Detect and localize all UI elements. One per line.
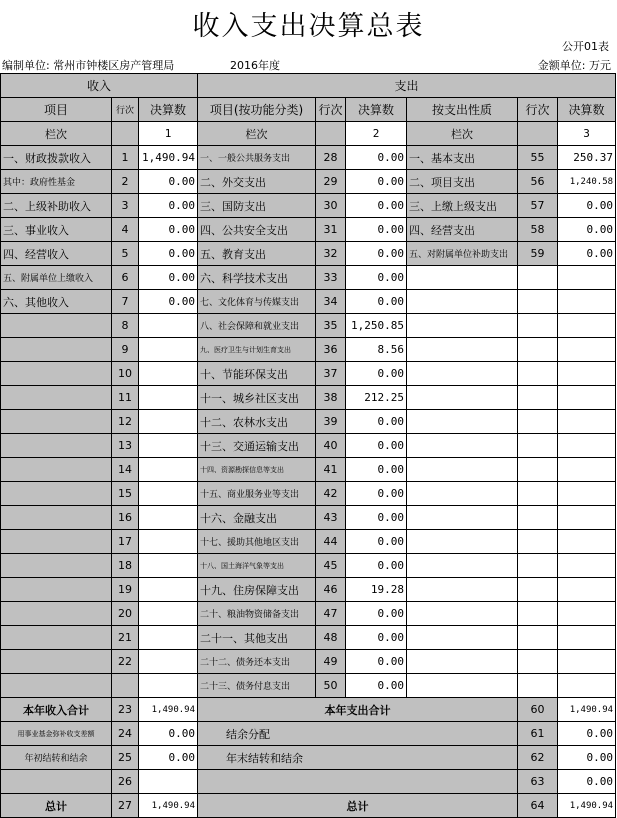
expense-func-row-no: 46	[316, 578, 346, 602]
surplus-distribution-amount: 0.00	[558, 722, 616, 746]
opening-balance-row-no: 25	[112, 746, 139, 770]
income-item: 一、财政拨款收入	[1, 146, 112, 170]
income-amount	[139, 434, 198, 458]
table-row	[1, 626, 616, 650]
expense-nature-row-no: 59	[518, 242, 558, 266]
expense-nature-row-no	[518, 290, 558, 314]
total-income-amount: 1,490.94	[139, 698, 198, 722]
expense-nature-item	[407, 650, 518, 674]
income-item	[1, 338, 112, 362]
expense-func-row-no: 35	[316, 314, 346, 338]
expense-func-amount: 0.00	[346, 194, 407, 218]
expense-nature-amount	[558, 626, 616, 650]
income-row-no: 13	[112, 434, 139, 458]
expense-func-row-no: 41	[316, 458, 346, 482]
closing-balance-amount: 0.00	[558, 746, 616, 770]
expense-nature-amount	[558, 554, 616, 578]
col-item-func: 项目(按功能分类)	[198, 98, 316, 122]
expense-func-item: 十四、资源勘探信息等支出	[198, 458, 316, 482]
col-row-no: 行次	[316, 98, 346, 122]
expense-nature-row-no: 56	[518, 170, 558, 194]
expense-nature-item: 三、上缴上级支出	[407, 194, 518, 218]
income-item: 三、事业收入	[1, 218, 112, 242]
expense-func-row-no: 49	[316, 650, 346, 674]
expense-func-row-no: 31	[316, 218, 346, 242]
income-row-no: 5	[112, 242, 139, 266]
expense-nature-row-no	[518, 482, 558, 506]
expense-func-row-no: 28	[316, 146, 346, 170]
expense-nature-amount	[558, 458, 616, 482]
expense-func-row-no: 40	[316, 434, 346, 458]
expense-nature-item	[407, 338, 518, 362]
col-item-nature: 按支出性质	[407, 98, 518, 122]
expense-nature-item	[407, 410, 518, 434]
expense-nature-item	[407, 362, 518, 386]
col-amount: 决算数	[558, 98, 616, 122]
income-item	[1, 578, 112, 602]
income-item	[1, 458, 112, 482]
table-row	[1, 650, 616, 674]
table-row	[1, 386, 616, 410]
income-item	[1, 386, 112, 410]
grand-total-income-amount: 1,490.94	[139, 794, 198, 818]
expense-func-item: 二十一、其他支出	[198, 626, 316, 650]
income-row-no: 1	[112, 146, 139, 170]
col-index-2: 2	[346, 122, 407, 146]
expense-func-amount: 212.25	[346, 386, 407, 410]
expense-func-row-no: 39	[316, 410, 346, 434]
income-item	[1, 506, 112, 530]
expense-nature-item	[407, 458, 518, 482]
col-item: 项目	[1, 98, 112, 122]
expense-nature-row-no	[518, 530, 558, 554]
expense-func-amount: 0.00	[346, 626, 407, 650]
expense-func-item: 十二、农林水支出	[198, 410, 316, 434]
report-meta-row	[0, 56, 617, 72]
total-row	[1, 698, 616, 722]
expense-nature-amount	[558, 434, 616, 458]
income-amount	[139, 530, 198, 554]
income-row-no: 21	[112, 626, 139, 650]
income-amount: 0.00	[139, 242, 198, 266]
expense-func-row-no: 42	[316, 482, 346, 506]
income-amount: 0.00	[139, 218, 198, 242]
expense-nature-row-no	[518, 506, 558, 530]
expense-func-amount: 0.00	[346, 602, 407, 626]
expense-func-amount: 0.00	[346, 650, 407, 674]
table-row	[1, 434, 616, 458]
income-item	[1, 434, 112, 458]
col-label: 栏次	[1, 122, 112, 146]
income-amount: 0.00	[139, 170, 198, 194]
expense-nature-row-no	[518, 674, 558, 698]
income-row-no: 6	[112, 266, 139, 290]
table-row	[1, 146, 616, 170]
expense-nature-item	[407, 602, 518, 626]
expense-nature-amount	[558, 650, 616, 674]
income-amount	[139, 314, 198, 338]
expense-nature-row-no	[518, 266, 558, 290]
table-row	[1, 482, 616, 506]
income-item: 二、上级补助收入	[1, 194, 112, 218]
expense-nature-item	[407, 626, 518, 650]
table-row	[1, 410, 616, 434]
blank-cell	[139, 770, 198, 794]
total-expense-label: 本年支出合计	[198, 698, 518, 722]
income-row-no: 16	[112, 506, 139, 530]
income-row-no: 4	[112, 218, 139, 242]
compiling-unit: 编制单位: 常州市钟楼区房产管理局	[2, 59, 175, 72]
income-item	[1, 482, 112, 506]
blank-cell	[518, 122, 558, 146]
expense-nature-item	[407, 434, 518, 458]
expense-func-amount: 0.00	[346, 146, 407, 170]
income-row-no: 14	[112, 458, 139, 482]
expense-func-row-no: 45	[316, 554, 346, 578]
expense-func-row-no: 37	[316, 362, 346, 386]
expense-nature-item	[407, 290, 518, 314]
income-item	[1, 554, 112, 578]
expense-func-amount: 0.00	[346, 362, 407, 386]
expense-nature-row-no: 55	[518, 146, 558, 170]
income-amount	[139, 458, 198, 482]
income-amount	[139, 362, 198, 386]
total-income-row-no: 23	[112, 698, 139, 722]
expense-nature-item: 四、经营支出	[407, 218, 518, 242]
expense-func-item: 四、公共安全支出	[198, 218, 316, 242]
income-amount: 0.00	[139, 194, 198, 218]
expense-nature-item	[407, 530, 518, 554]
expense-func-row-no: 36	[316, 338, 346, 362]
blank-income-row-no: 26	[112, 770, 139, 794]
income-amount	[139, 626, 198, 650]
table-row	[1, 170, 616, 194]
expense-func-amount: 0.00	[346, 266, 407, 290]
expense-func-row-no: 48	[316, 626, 346, 650]
expense-func-item: 二十二、债务还本支出	[198, 650, 316, 674]
column-header-row	[1, 98, 616, 122]
expense-func-amount: 0.00	[346, 674, 407, 698]
income-amount	[139, 338, 198, 362]
income-item	[1, 410, 112, 434]
fiscal-year: 2016年度	[230, 59, 280, 72]
expense-nature-amount	[558, 362, 616, 386]
expense-func-item: 十八、国土海洋气象等支出	[198, 554, 316, 578]
expense-nature-row-no	[518, 602, 558, 626]
income-item	[1, 602, 112, 626]
fund-gap-row-no: 24	[112, 722, 139, 746]
expense-func-amount: 0.00	[346, 410, 407, 434]
col-index-3: 3	[558, 122, 616, 146]
expense-func-item: 十五、商业服务业等支出	[198, 482, 316, 506]
expense-func-item: 十、节能环保支出	[198, 362, 316, 386]
col-index-1: 1	[139, 122, 198, 146]
expense-nature-row-no	[518, 626, 558, 650]
income-row-no: 9	[112, 338, 139, 362]
table-row	[1, 314, 616, 338]
expense-func-item: 十六、金融支出	[198, 506, 316, 530]
income-amount	[139, 650, 198, 674]
income-row-no: 10	[112, 362, 139, 386]
expense-nature-amount	[558, 266, 616, 290]
grand-total-income-label: 总计	[1, 794, 112, 818]
table-code: 公开01表	[562, 40, 609, 53]
income-item	[1, 314, 112, 338]
expense-nature-item	[407, 314, 518, 338]
opening-balance-amount: 0.00	[139, 746, 198, 770]
blank-cell	[1, 770, 112, 794]
income-row-no: 22	[112, 650, 139, 674]
section-header-row	[1, 74, 616, 98]
blank-cell	[112, 122, 139, 146]
col-label: 栏次	[198, 122, 316, 146]
expense-func-item: 八、社会保障和就业支出	[198, 314, 316, 338]
surplus-distribution-label: 结余分配	[198, 722, 518, 746]
income-amount: 0.00	[139, 290, 198, 314]
expense-nature-row-no: 57	[518, 194, 558, 218]
table-row	[1, 218, 616, 242]
expense-nature-amount	[558, 410, 616, 434]
expense-func-amount: 0.00	[346, 218, 407, 242]
expense-nature-row-no: 58	[518, 218, 558, 242]
expense-nature-item	[407, 266, 518, 290]
expense-nature-row-no	[518, 386, 558, 410]
income-row-no	[112, 674, 139, 698]
income-row-no: 3	[112, 194, 139, 218]
income-row-no: 12	[112, 410, 139, 434]
table-row	[1, 362, 616, 386]
income-amount	[139, 410, 198, 434]
col-amount: 决算数	[346, 98, 407, 122]
blank-cell	[198, 770, 518, 794]
expense-nature-amount: 0.00	[558, 194, 616, 218]
expense-func-item: 二十、粮油物资储备支出	[198, 602, 316, 626]
table-row	[1, 506, 616, 530]
amount-unit: 金额单位: 万元	[537, 59, 611, 72]
col-row-no: 行次	[518, 98, 558, 122]
expense-func-row-no: 43	[316, 506, 346, 530]
expense-func-amount: 0.00	[346, 458, 407, 482]
expense-nature-row-no	[518, 578, 558, 602]
expense-nature-item	[407, 578, 518, 602]
table-row	[1, 458, 616, 482]
total-income-label: 本年收入合计	[1, 698, 112, 722]
expense-nature-row-no	[518, 650, 558, 674]
expense-nature-amount: 1,240.58	[558, 170, 616, 194]
expense-func-item: 一、一般公共服务支出	[198, 146, 316, 170]
summary-row	[1, 722, 616, 746]
table-row	[1, 290, 616, 314]
expense-nature-row-no	[518, 410, 558, 434]
expense-nature-amount: 0.00	[558, 218, 616, 242]
expense-func-amount: 0.00	[346, 290, 407, 314]
income-amount: 1,490.94	[139, 146, 198, 170]
total-expense-row-no: 60	[518, 698, 558, 722]
expense-nature-item	[407, 674, 518, 698]
expense-nature-row-no	[518, 338, 558, 362]
income-item	[1, 362, 112, 386]
expense-func-row-no: 34	[316, 290, 346, 314]
expense-func-amount: 0.00	[346, 242, 407, 266]
expense-func-amount: 1,250.85	[346, 314, 407, 338]
expense-func-item: 九、医疗卫生与计划生育支出	[198, 338, 316, 362]
income-item: 五、附属单位上缴收入	[1, 266, 112, 290]
income-amount	[139, 482, 198, 506]
expense-nature-amount	[558, 338, 616, 362]
grand-total-expense-row-no: 64	[518, 794, 558, 818]
expense-nature-amount: 0.00	[558, 242, 616, 266]
closing-balance-row-no: 62	[518, 746, 558, 770]
income-amount: 0.00	[139, 266, 198, 290]
expense-func-item: 三、国防支出	[198, 194, 316, 218]
expense-nature-amount	[558, 674, 616, 698]
expense-func-item: 十九、住房保障支出	[198, 578, 316, 602]
expense-func-amount: 0.00	[346, 506, 407, 530]
expense-func-amount: 0.00	[346, 434, 407, 458]
income-row-no: 15	[112, 482, 139, 506]
table-row	[1, 530, 616, 554]
expense-func-item: 五、教育支出	[198, 242, 316, 266]
expense-nature-item: 一、基本支出	[407, 146, 518, 170]
expense-func-amount: 0.00	[346, 170, 407, 194]
expense-nature-item	[407, 386, 518, 410]
total-expense-amount: 1,490.94	[558, 698, 616, 722]
expense-func-item: 七、文化体育与传媒支出	[198, 290, 316, 314]
expense-func-row-no: 44	[316, 530, 346, 554]
column-index-row	[1, 122, 616, 146]
grand-total-expense-amount: 1,490.94	[558, 794, 616, 818]
table-row	[1, 338, 616, 362]
income-row-no: 2	[112, 170, 139, 194]
closing-balance-label: 年末结转和结余	[198, 746, 518, 770]
expense-func-amount: 0.00	[346, 530, 407, 554]
expense-nature-amount	[558, 482, 616, 506]
income-item: 四、经营收入	[1, 242, 112, 266]
expense-func-amount: 8.56	[346, 338, 407, 362]
income-item	[1, 650, 112, 674]
expense-nature-item	[407, 554, 518, 578]
grand-total-row	[1, 794, 616, 818]
table-row	[1, 602, 616, 626]
income-row-no: 11	[112, 386, 139, 410]
income-row-no: 8	[112, 314, 139, 338]
surplus-distribution-row-no: 61	[518, 722, 558, 746]
expense-func-amount: 0.00	[346, 482, 407, 506]
expense-func-item: 六、科学技术支出	[198, 266, 316, 290]
expense-func-item: 二、外交支出	[198, 170, 316, 194]
income-row-no: 7	[112, 290, 139, 314]
expense-nature-row-no	[518, 554, 558, 578]
expense-func-amount: 19.28	[346, 578, 407, 602]
income-amount	[139, 674, 198, 698]
expense-func-row-no: 38	[316, 386, 346, 410]
table-row	[1, 242, 616, 266]
expense-nature-item: 二、项目支出	[407, 170, 518, 194]
expense-func-row-no: 30	[316, 194, 346, 218]
expense-func-row-no: 47	[316, 602, 346, 626]
expense-nature-amount	[558, 602, 616, 626]
expense-func-item: 十一、城乡社区支出	[198, 386, 316, 410]
grand-total-income-row-no: 27	[112, 794, 139, 818]
summary-row	[1, 770, 616, 794]
expense-nature-row-no	[518, 362, 558, 386]
income-item	[1, 674, 112, 698]
col-label: 栏次	[407, 122, 518, 146]
opening-balance-label: 年初结转和结余	[1, 746, 112, 770]
expense-nature-row-no	[518, 458, 558, 482]
expense-nature-amount	[558, 530, 616, 554]
income-amount	[139, 578, 198, 602]
expense-func-row-no: 29	[316, 170, 346, 194]
col-row-no: 行次	[112, 98, 139, 122]
grand-total-expense-label: 总计	[198, 794, 518, 818]
blank-expense-row-no: 63	[518, 770, 558, 794]
expense-nature-amount	[558, 290, 616, 314]
expense-func-item: 二十三、债务付息支出	[198, 674, 316, 698]
income-amount	[139, 602, 198, 626]
income-row-no: 19	[112, 578, 139, 602]
expense-nature-amount	[558, 578, 616, 602]
income-row-no: 18	[112, 554, 139, 578]
expense-func-row-no: 33	[316, 266, 346, 290]
expense-func-amount: 0.00	[346, 554, 407, 578]
income-row-no: 17	[112, 530, 139, 554]
expense-nature-amount: 250.37	[558, 146, 616, 170]
fund-gap-label: 用事业基金弥补收支差额	[1, 722, 112, 746]
expense-nature-row-no	[518, 434, 558, 458]
expense-nature-row-no	[518, 314, 558, 338]
expense-nature-amount	[558, 506, 616, 530]
income-row-no: 20	[112, 602, 139, 626]
expense-func-item: 十三、交通运输支出	[198, 434, 316, 458]
table-row	[1, 194, 616, 218]
report-title: 收入支出决算总表	[192, 11, 425, 42]
income-item: 其中：政府性基金	[1, 170, 112, 194]
blank-cell	[316, 122, 346, 146]
expense-header: 支出	[198, 74, 616, 98]
expense-nature-amount	[558, 386, 616, 410]
expense-nature-item: 五、对附属单位补助支出	[407, 242, 518, 266]
expense-nature-item	[407, 482, 518, 506]
blank-expense-amount: 0.00	[558, 770, 616, 794]
col-amount: 决算数	[139, 98, 198, 122]
table-row	[1, 554, 616, 578]
income-item	[1, 626, 112, 650]
table-row	[1, 674, 616, 698]
expense-func-item: 十七、援助其他地区支出	[198, 530, 316, 554]
income-header: 收入	[1, 74, 198, 98]
expense-func-row-no: 32	[316, 242, 346, 266]
income-amount	[139, 554, 198, 578]
income-item: 六、其他收入	[1, 290, 112, 314]
table-row	[1, 266, 616, 290]
fund-gap-amount: 0.00	[139, 722, 198, 746]
expense-func-row-no: 50	[316, 674, 346, 698]
table-row	[1, 578, 616, 602]
expense-nature-amount	[558, 314, 616, 338]
income-item	[1, 530, 112, 554]
summary-row	[1, 746, 616, 770]
budget-table	[0, 73, 616, 818]
income-amount	[139, 386, 198, 410]
expense-nature-item	[407, 506, 518, 530]
income-amount	[139, 506, 198, 530]
